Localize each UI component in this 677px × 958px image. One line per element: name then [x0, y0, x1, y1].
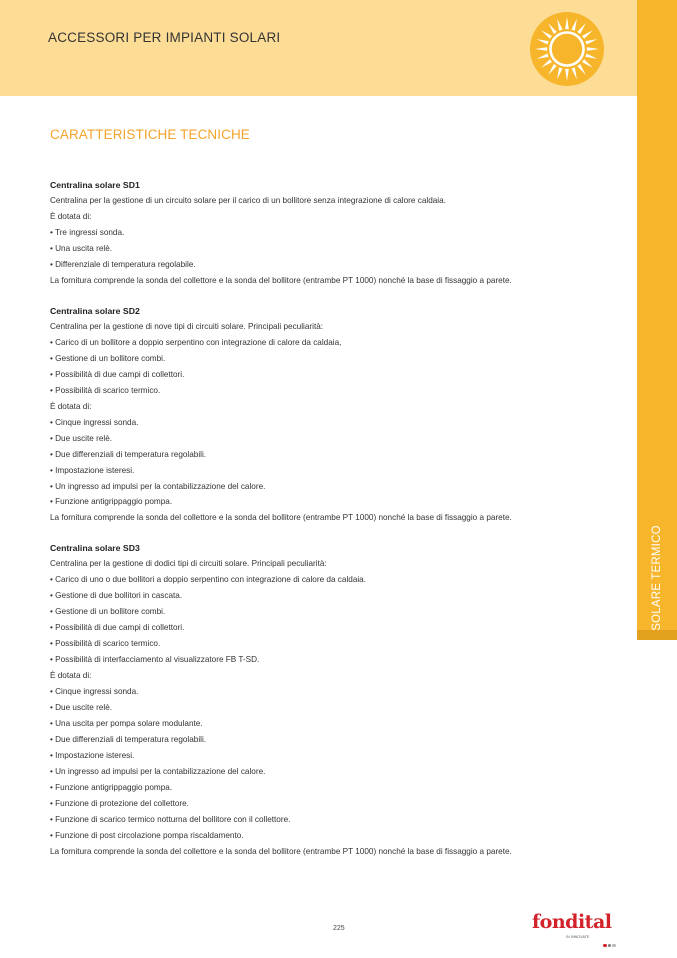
list-item: • Gestione di un bollitore combi. — [50, 353, 166, 363]
list-item: • Due uscite relè. — [50, 433, 113, 443]
brand-dots — [603, 934, 617, 952]
list-item: • Due differenziali di temperatura regolabili. — [50, 735, 207, 745]
list-item: • Carico di un bollitore a doppio serpentino con integrazione di calore da caldaia, — [50, 337, 342, 347]
list-item: • Cinque ingressi sonda. — [50, 417, 139, 427]
list-item: • Differenziale di temperatura regolabile. — [50, 259, 196, 269]
list-item: • Funzione di scarico termico notturna del bollitore con il collettore. — [50, 814, 291, 824]
list-item: • Tre ingressi sonda. — [50, 227, 125, 237]
text-line: La fornitura comprende la sonda del collettore e la sonda del bollitore (entrambe PT 1000) nonché la base di fissaggio a parete. — [50, 846, 512, 856]
brand-logo — [532, 911, 618, 943]
block-sd2 — [50, 303, 630, 527]
header-band — [0, 0, 637, 96]
block-heading: Centralina solare SD1 — [50, 180, 140, 190]
brand-name: fondital — [532, 911, 612, 933]
block-heading: Centralina solare SD3 — [50, 543, 140, 554]
list-item: • Possibilità di due campi di collettori. — [50, 369, 185, 379]
header-title: ACCESSORI PER IMPIANTI SOLARI — [48, 30, 281, 45]
list-item: • Gestione di un bollitore combi. — [50, 607, 166, 617]
side-tab-edge — [637, 630, 677, 640]
sun-icon — [530, 12, 604, 86]
list-item: • Possibilità di interfacciamento al visualizzatore FB T-SD. — [50, 655, 260, 665]
block-heading: Centralina solare SD2 — [50, 305, 140, 316]
block-sd3 — [50, 540, 630, 859]
list-item: • Due differenziali di temperatura regolabili. — [50, 449, 207, 459]
brand-tagline: IN INNOVATE — [566, 935, 590, 939]
list-item: • Possibilità di due campi di collettori. — [50, 623, 185, 633]
text-line: Centralina per la gestione di un circuito solare per il carico di un bollitore senza integrazione di calore caldaia. — [50, 196, 446, 205]
list-item: • Un ingresso ad impulsi per la contabilizzazione del calore. — [50, 767, 266, 776]
list-item: • Funzione di post circolazione pompa riscaldamento. — [50, 830, 244, 840]
list-item: • Impostazione isteresi. — [50, 751, 135, 761]
list-item: • Due uscite relè. — [50, 703, 113, 713]
content — [50, 177, 630, 874]
brand-dot — [603, 944, 607, 948]
brand-dot — [612, 944, 616, 948]
list-item: • Una uscita per pompa solare modulante. — [50, 719, 203, 729]
text-line: È dotata di: — [50, 671, 92, 681]
list-item: • Cinque ingressi sonda. — [50, 687, 139, 697]
list-item: • Possibilità di scarico termico. — [50, 385, 161, 395]
list-item: • Possibilità di scarico termico. — [50, 639, 161, 649]
text-line: Centralina per la gestione di nove tipi di circuiti solare. Principali peculiarità: — [50, 321, 324, 331]
text-line: È dotata di: — [50, 401, 92, 411]
list-item: • Funzione antigrippaggio pompa. — [50, 497, 173, 507]
section-title: CARATTERISTICHE TECNICHE — [50, 127, 250, 142]
block-sd1 — [50, 177, 630, 289]
list-item: • Funzione antigrippaggio pompa. — [50, 782, 173, 792]
side-tab-label: SOLARE TERMICO — [651, 525, 663, 631]
list-item: • Un ingresso ad impulsi per la contabilizzazione del calore. — [50, 481, 266, 491]
brand-dot — [608, 944, 612, 948]
text-line: La fornitura comprende la sonda del collettore e la sonda del bollitore (entrambe PT 1000) nonché la base di fissaggio a parete. — [50, 513, 512, 523]
text-line: È dotata di: — [50, 211, 92, 221]
list-item: • Funzione di protezione del collettore. — [50, 798, 189, 808]
list-item: • Gestione di due bollitori in cascata. — [50, 591, 183, 601]
list-item: • Una uscita relè. — [50, 243, 113, 253]
page-number: 225 — [333, 925, 345, 932]
list-item: • Impostazione isteresi. — [50, 465, 135, 475]
list-item: • Carico di uno o due bollitori a doppio serpentino con integrazione di calore da caldaia. — [50, 575, 367, 585]
text-line: La fornitura comprende la sonda del collettore e la sonda del bollitore (entrambe PT 1000) nonché la base di fissaggio a parete. — [50, 275, 512, 285]
text-line: Centralina per la gestione di dodici tipi di circuiti solare. Principali peculiarità: — [50, 559, 327, 569]
